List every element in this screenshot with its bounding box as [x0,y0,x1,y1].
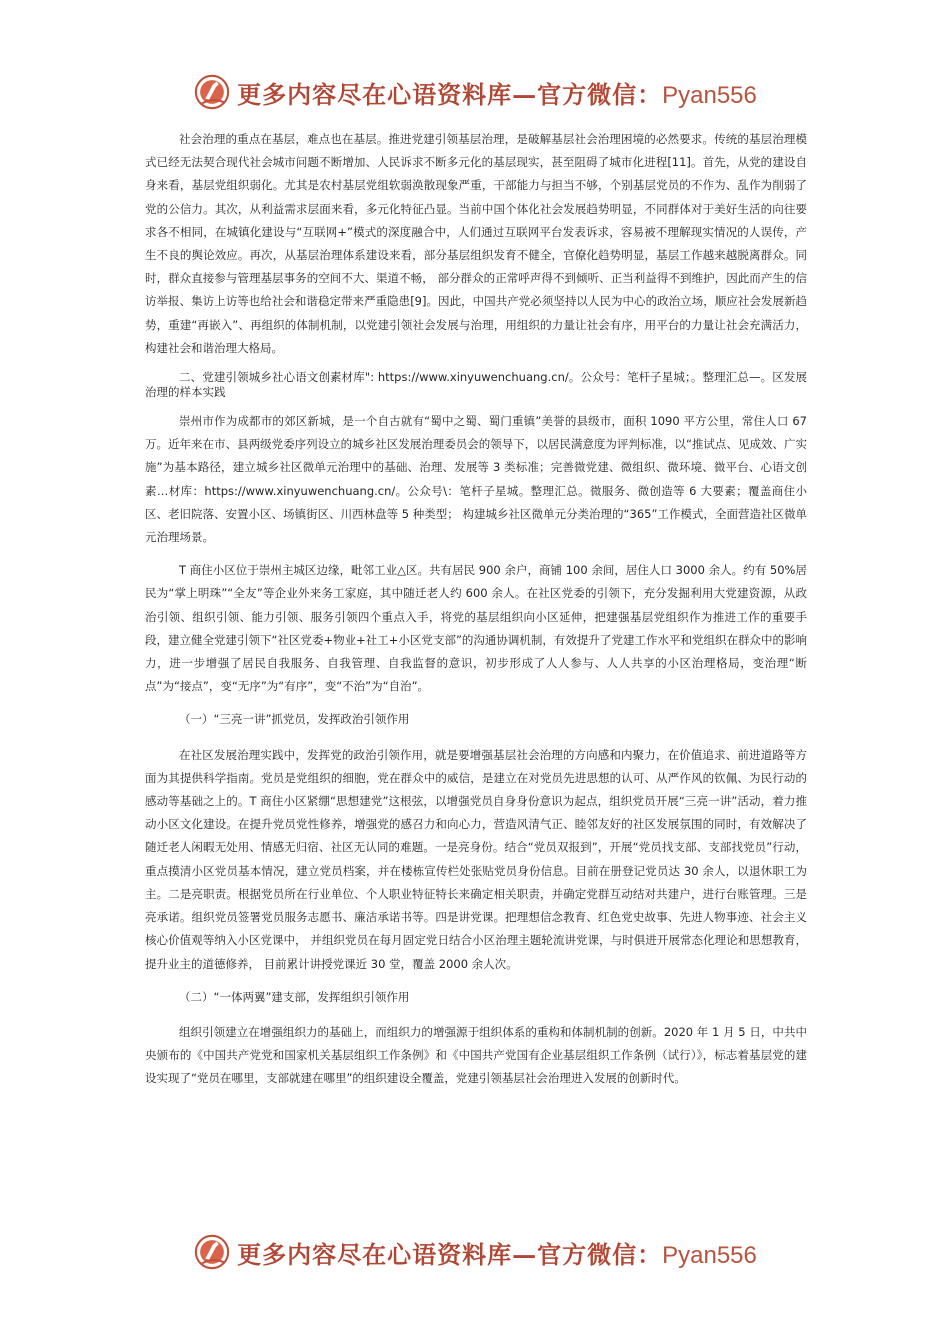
section-heading: 二、党建引领城乡社心语文创素材库": https://www.xinyuwenchuang.cn/。公众号：笔杆子星城；。整理汇总—。区发展治理的样本实践 [145,370,807,400]
document-body [145,128,807,1101]
header-banner [0,72,950,112]
paragraph: T 商住小区位于崇州主城区边缘，毗邻工业△区。共有居民 900 余户，商铺 100 余间，居住人口 3000 余人。约有 50%居民为“掌上明珠”“全友”等企业外来务工家庭，其中随迁老人约 600 余人。在社区党委的引领下，充分发掘利用大党建资源，从政治引领、组织引领、能力引领、服务引领四个重点入手，将党的基层组织向小区延伸，把建强基层党组织作为推进工作的重要手段，建立健全党建引领下“社区党委+物业+社工+小区党支部”的沟通协调机制，有效提升了党建工作水平和党组织在群众中的影响力，进一步增强了居民自我服务、自我管理、自我监督的意识，初步形成了人人参与、人人共享的小区治理格局，变治理“断点”为“接点”，变“无序”为“有序”，变“不治”为“自治”。 [145,563,807,694]
paragraph: 在社区发展治理实践中，发挥党的政治引领作用，就是要增强基层社会治理的方向感和内聚力，在价值追求、前进道路等方面为其提供科学指南。党员是党组织的细胞，党在群众中的威信，是建立在对党员先进思想的认可、从严作风的钦佩、为民行动的感动等基础之上的。T 商住小区紧绷“思想建党”这根弦，以增强党员自身身份意识为起点，组织党员开展“三亮一讲”活动，着力推动小区文化建设。在提升党员党性修养，增强党的感召力和向心力，营造风清气正、睦邻友好的社区发展氛围的同时，有效解决了随迁老人闲暇无处用、情感无归宿、社区无认同的难题。一是亮身份。结合“党员双报到”，开展“党员找支部、支部找党员”行动，重点摸清小区党员基本情况，建立党员档案，并在楼栋宣传栏处张贴党员身份信息。目前在册登记党员达 30 余人，以退休职工为主。二是亮职责。根据党员所在行业单位、个人职业特征特长来确定相关职责，并确定党群互动结对共建户，进行台账管理。三是亮承诺。组织党员签署党员服务志愿书、廉洁承诺书等。四是讲党课。把理想信念教育、红色党史故事、先进人物事迹、社会主义核心价值观等纳入小区党课中， 并组织党员在每月固定党日结合小区治理主题轮流讲党课，与时俱进开展常态化理论和思想教育，提升业主的道德修养， 目前累计讲授党课近 30 堂，覆盖 2000 余人次。 [145,747,807,971]
subsection-heading: （一）“三亮一讲”抓党员，发挥政治引领作用 [179,712,410,727]
paragraph: 崇州市作为成都市的郊区新城，是一个自古就有“蜀中之蜀、蜀门重镇”美誉的县级市，面积 1090 平方公里，常住人口 67 万。近年来在市、县两级党委序列设立的城乡社区发展治理委员会的领导下，以居民满意度为评判标准，以“推试点、见成效、广实施”为基本路径，建立城乡社区微单元治理中的基础、治理、发展等 3 类标准；完善微党建、微组织、微环境、微平台、心语文创素…材库：https://www.xinyuwenchuang.cn/。公众号\：笔杆子星城。整理汇总。微服务、微创造等 6 大要素；覆盖商住小区、老旧院落、安置小区、场镇街区、川西林盘等 5 种类型； 构建城乡社区微单元分类治理的“365”工作模式，全面营造社区微单元治理场景。 [145,414,807,545]
wechat-id: Pyan556 [662,1241,757,1269]
wechat-id: Pyan556 [662,81,757,109]
banner-text: 更多内容尽在心语资料库—官方微信：Pyan556 [237,79,757,109]
logo-icon [193,73,231,111]
banner-text: 更多内容尽在心语资料库—官方微信：Pyan556 [237,1239,757,1269]
subsection-heading: （二）“一体两翼”建支部，发挥组织引领作用 [179,989,410,1004]
logo-icon [193,1233,231,1271]
paragraph: 社会治理的重点在基层，难点也在基层。推进党建引领基层治理，是破解基层社会治理困境的必然要求。传统的基层治理模式已经无法契合现代社会城市问题不断增加、人民诉求不断多元化的基层现实，甚至阻碍了城市化进程[11]。首先，从党的建设自身来看，基层党组织弱化。尤其是农村基层党组软弱涣散现象严重，干部能力与担当不够，个别基层党员的不作为、乱作为削弱了党的公信力。其次，从利益需求层面来看，多元化特征凸显。当前中国个体化社会发展趋势明显，不同群体对于美好生活的向往要求各不相同，在城镇化建设与“互联网+”模式的深度融合中，人们通过互联网平台发表诉求，容易被不理解现实情况的人误传，产生不良的舆论效应。再次，从基层治理体系建设来看，部分基层组织发育不健全，官僚化趋势明显，基层工作越来越脱离群众。同时，群众直接参与管理基层事务的空间不大、渠道不畅， 部分群众的正常呼声得不到倾听、正当利益得不到维护，因此而产生的信访举报、集访上访等也给社会和谐稳定带来严重隐患[9]。因此，中国共产党必须坚持以人民为中心的政治立场，顺应社会发展新趋势，重建“再嵌入”、再组织的体制机制，以党建引领社会发展与治理，用组织的力量让社会有序，用平台的力量让社会充满活力，构建社会和谐治理大格局。 [145,132,807,355]
paragraph: 组织引领建立在增强组织力的基础上，而组织力的增强源于组织体系的重构和体制机制的创新。2020 年 1 月 5 日，中共中央颁布的《中国共产党党和国家机关基层组织工作条例》和《中国共产党国有企业基层组织工作条例（试行）》，标志着基层党的建设实现了“党员在哪里，支部就建在哪里”的组织建设全覆盖，党建引领基层社会治理进入发展的创新时代。 [145,1024,807,1086]
footer-banner [0,1232,950,1272]
